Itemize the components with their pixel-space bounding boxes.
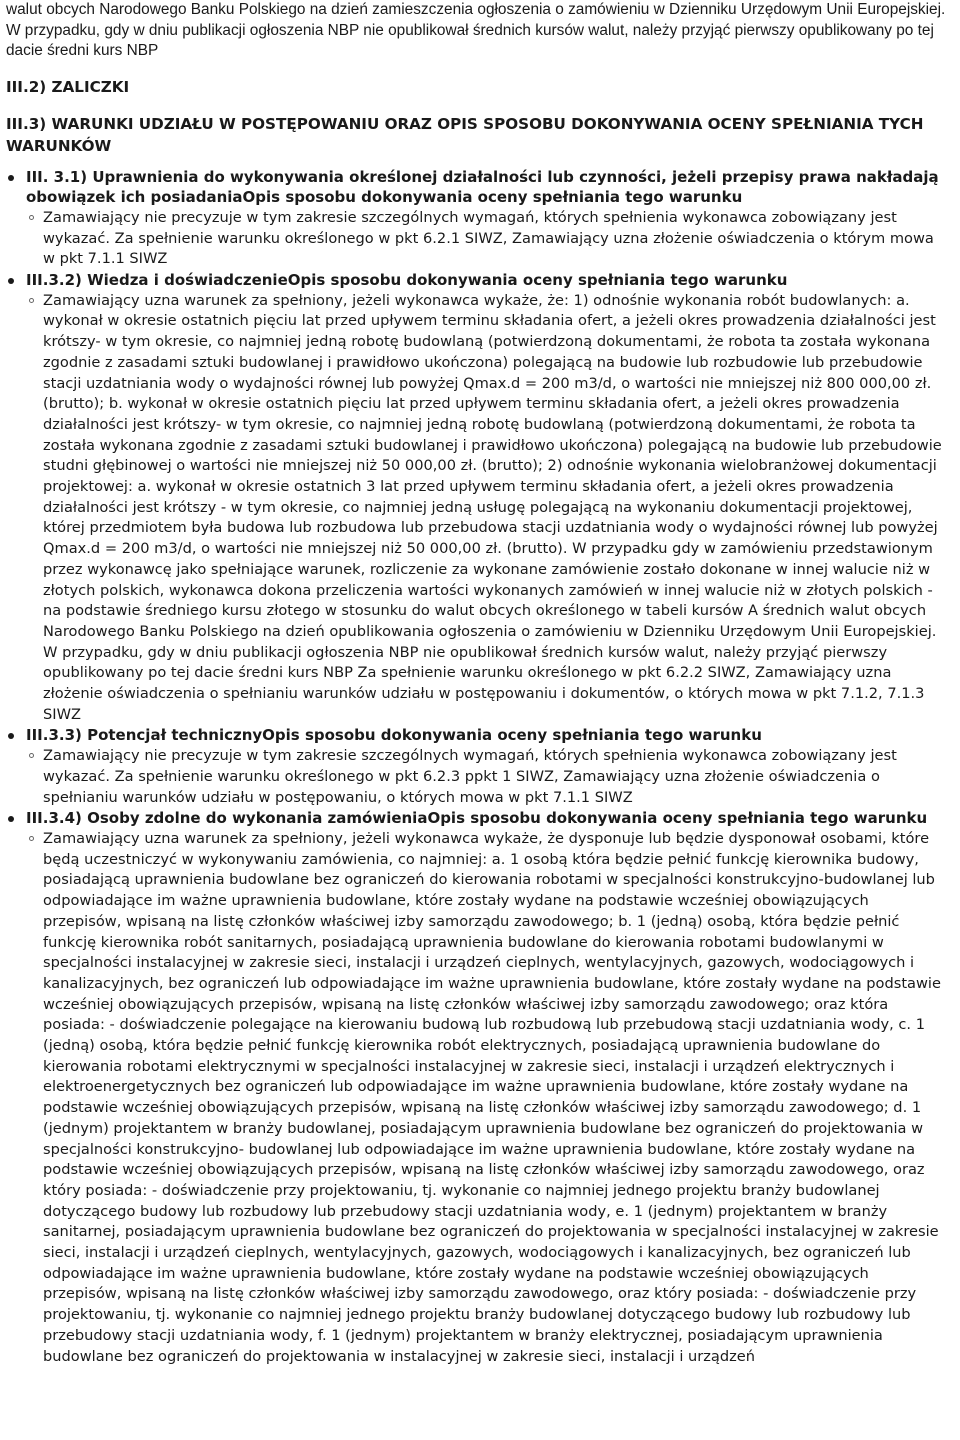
section-item	[26, 291, 950, 726]
bullet-icon	[8, 816, 14, 822]
bullet-icon	[8, 278, 14, 284]
section-title: III.3.2) Wiedza i doświadczenieOpis sposobu dokonywania oceny spełniania tego warunku	[26, 271, 788, 290]
section-3-3	[6, 725, 950, 808]
section-3-2	[6, 270, 950, 725]
section-body: Zamawiający nie precyzuje w tym zakresie szczególnych wymagań, których spełnienia wykonawca zobowiązany jest wykazać. Za spełnienie warunku określonego w pkt 6.2.3 ppkt 1 SIWZ, Zamawiający uzna złożenie oświadczenia o spełnianiu warunków udziału w postępowaniu, o których mowa w pkt 7.1.1 SIWZ	[43, 747, 897, 806]
circle-bullet-icon	[29, 836, 34, 841]
heading-warunki: III.3) WARUNKI UDZIAŁU W POSTĘPOWANIU ORAZ OPIS SPOSOBU DOKONYWANIA OCENY SPEŁNIANIA TYCH WARUNKÓW	[6, 114, 924, 155]
section-body: Zamawiający uzna warunek za spełniony, jeżeli wykonawca wykaże, że dysponuje lub będzie dysponował osobami, które będą uczestniczyć w wykonywaniu zamówienia, co najmniej: a. 1 osobą która będzie pełnić funkcję kierownika budowy, posiadającą uprawnienia budowlane bez ograniczeń do kierowania robotami w specjalności konstrukcyjno-budowlanej lub odpowiadające im ważne uprawnienia budowlane, które zostały wydane na podstawie wcześniej obowiązujących przepisów, wpisaną na listę członków właściwej izby samorządu zawodowego; b. 1 (jedną) osobą, która będzie pełnić funkcję kierownika robót sanitarnych, posiadającą uprawnienia budowlane do kierowania robotami budowlanymi w specjalności instalacyjnej w zakresie sieci, instalacji i urządzeń cieplnych, wentylacyjnych, gazowych, wodociągowych i kanalizacyjnych, bez ograniczeń lub odpowiadające im ważne uprawnienia budowlane, które zostały wydane na podstawie wcześniej obowiązujących przepisów, wpisaną na listę członków właściwej izby samorządu zawodowego; oraz która posiada: - doświadczenie polegające na kierowaniu budową lub rozbudową lub przebudową stacji uzdatniania wody, c. 1 (jedną) osobą, która będzie pełnić funkcję kierownika robót elektrycznych, posiadającą uprawnienia budowlane do kierowania robotami elektrycznymi w specjalności instalacyjnej w zakresie sieci, instalacji i urządzeń elektrycznych i elektroenergetycznych bez ograniczeń lub odpowiadające im ważne uprawnienia budowlane, które zostały wydane na podstawie wcześniej obowiązujących przepisów, wpisaną na listę członków właściwej izby samorządu zawodowego; d. 1 (jednym) projektantem w branży budowlanej, posiadającym uprawnienia budowlane bez ograniczeń do projektowania w specjalności konstrukcyjno- budowlanej lub odpowiadające im ważne uprawnienia budowlane, które zostały wydane na podstawie wcześniej obowiązujących przepisów, wpisaną na listę członków właściwej izby samorządu zawodowego, oraz który posiada: - doświadczenie przy projektowaniu, tj. wykonanie co najmniej jednego projektu branży budowlanej dotyczącego budowy lub rozbudowy lub przebudowy stacji uzdatniania wody, e. 1 (jednym) projektantem w branży sanitarnej, posiadającym uprawnienia budowlane bez ograniczeń do projektowania w specjalności instalacyjnej w zakresie sieci, instalacji i urządzeń cieplnych, wentylacyjnych, gazowych, wodociągowych i kanalizacyjnych, bez ograniczeń lub odpowiadające im ważne uprawnienia budowlane, które zostały wydane na podstawie wcześniej obowiązujących przepisów, wpisaną na listę członków właściwej izby samorządu zawodowego, oraz który posiada: - doświadczenie przy projektowaniu, tj. wykonanie co najmniej jednego projektu branży budowlanej dotyczącego budowy lub rozbudowy lub przebudowy stacji uzdatniania wody, f. 1 (jednym) projektantem w branży elektrycznej, posiadającym uprawnienia budowlane bez ograniczeń do projektowania w instalacyjnej w zakresie sieci, instalacji i urządzeń	[43, 830, 941, 1365]
circle-bullet-icon	[29, 215, 34, 220]
section-item	[26, 208, 950, 270]
section-sublist	[26, 208, 950, 270]
section-body: Zamawiający nie precyzuje w tym zakresie szczególnych wymagań, których spełnienia wykonawca zobowiązany jest wykazać. Za spełnienie warunku określonego w pkt 6.2.1 SIWZ, Zamawiający uzna złożenie oświadczenia o którym mowa w pkt 7.1.1 SIWZ	[43, 208, 934, 268]
section-title: III.3.3) Potencjał technicznyOpis sposobu dokonywania oceny spełniania tego warunku	[26, 726, 762, 745]
section-item	[26, 829, 950, 1367]
circle-bullet-icon	[29, 753, 34, 758]
conditions-list	[6, 167, 950, 1368]
heading-zaliczki: III.2) ZALICZKI	[6, 77, 130, 96]
section-sublist	[26, 829, 950, 1367]
section-sublist	[26, 291, 950, 726]
section-item	[26, 746, 950, 808]
circle-bullet-icon	[29, 298, 34, 303]
section-3-1	[6, 167, 950, 271]
bullet-icon	[8, 733, 14, 739]
section-sublist	[26, 746, 950, 808]
section-body: Zamawiający uzna warunek za spełniony, jeżeli wykonawca wykaże, że: 1) odnośnie wykonania robót budowlanych: a. wykonał w okresie ostatnich pięciu lat przed upływem terminu składania ofert, a jeżeli okres prowadzenia działalności jest krótszy- w tym okresie, co najmniej jedną robotę budowlaną (potwierdzoną dokumentami, że robota ta została wykonana zgodnie z zasadami sztuki budowlanej i prawidłowo ukończona) polegającą na budowie lub rozbudowie lub przebudowie stacji uzdatniania wody o wydajności równej lub powyżej Qmax.d = 200 m3/d, o wartości nie mniejszej niż 800 000,00 zł. (brutto); b. wykonał w okresie ostatnich pięciu lat przed upływem terminu składania ofert, a jeżeli okres prowadzenia działalności jest krótszy- w tym okresie, co najmniej jedną robotę budowlaną (potwierdzoną dokumentami, że robota ta została wykonana zgodnie z zasadami sztuki budowlanej i prawidłowo ukończona) polegającą na budowie lub przebudowie studni głębinowej o wartości nie mniejszej niż 50 000,00 zł. (brutto); 2) odnośnie wykonania wielobranżowej dokumentacji projektowej: a. wykonał w okresie ostatnich 3 lat przed upływem terminu składania ofert, a jeżeli okres prowadzenia działalności jest krótszy - w tym okresie, co najmniej jedną usługę polegającą na wykonaniu dokumentacji projektowej, której przedmiotem była budowa lub rozbudowa lub przebudowa stacji uzdatniania wody o wydajności równej lub powyżej Qmax.d = 200 m3/d, o wartości nie mniejszej niż 50 000,00 zł. (brutto). W przypadku gdy w zamówieniu przedstawionym przez wykonawcę jako spełniające warunek, rozliczenie za wykonane zamówienie zostało dokonane w innej walucie niż w złotych polskich, wykonawca dokona przeliczenia wartości wykonanych zamówień w innej walucie niż w złotych polskich - na podstawie średniego kursu złotego w stosunku do walut obcych określonego w tabeli kursów A średnich walut obcych Narodowego Banku Polskiego na dzień opublikowania ogłoszenia o zamówieniu w Dzienniku Urzędowym Unii Europejskiej. W przypadku, gdy w dniu publikacji ogłoszenia NBP nie opublikował średnich kursów walut, należy przyjąć pierwszy opublikowany po tej dacie średni kurs NBP Za spełnienie warunku określonego w pkt 6.2.2 SIWZ, Zamawiający uzna złożenie oświadczenia o spełnianiu warunków udziału w postępowaniu i dokumentów, o których mowa w pkt 7.1.2, 7.1.3 SIWZ	[43, 291, 942, 723]
bullet-icon	[8, 175, 14, 181]
section-3-4	[6, 808, 950, 1367]
section-title: III. 3.1) Uprawnienia do wykonywania określonej działalności lub czynności, jeżeli przepisy prawa nakładają obowiązek ich posiadaniaOpis sposobu dokonywania oceny spełniania tego warunku	[26, 167, 939, 207]
intro-paragraph: walut obcych Narodowego Banku Polskiego na dzień zamieszczenia ogłoszenia o zamówieniu w Dzienniku Urzędowym Unii Europejskiej. W przypadku, gdy w dniu publikacji ogłoszenia NBP nie opublikował średnich kursów walut, należy przyjąć pierwszy opublikowany po tej dacie średni kurs NBP	[6, 1, 946, 59]
section-title: III.3.4) Osoby zdolne do wykonania zamówieniaOpis sposobu dokonywania oceny spełniania tego warunku	[26, 809, 928, 828]
